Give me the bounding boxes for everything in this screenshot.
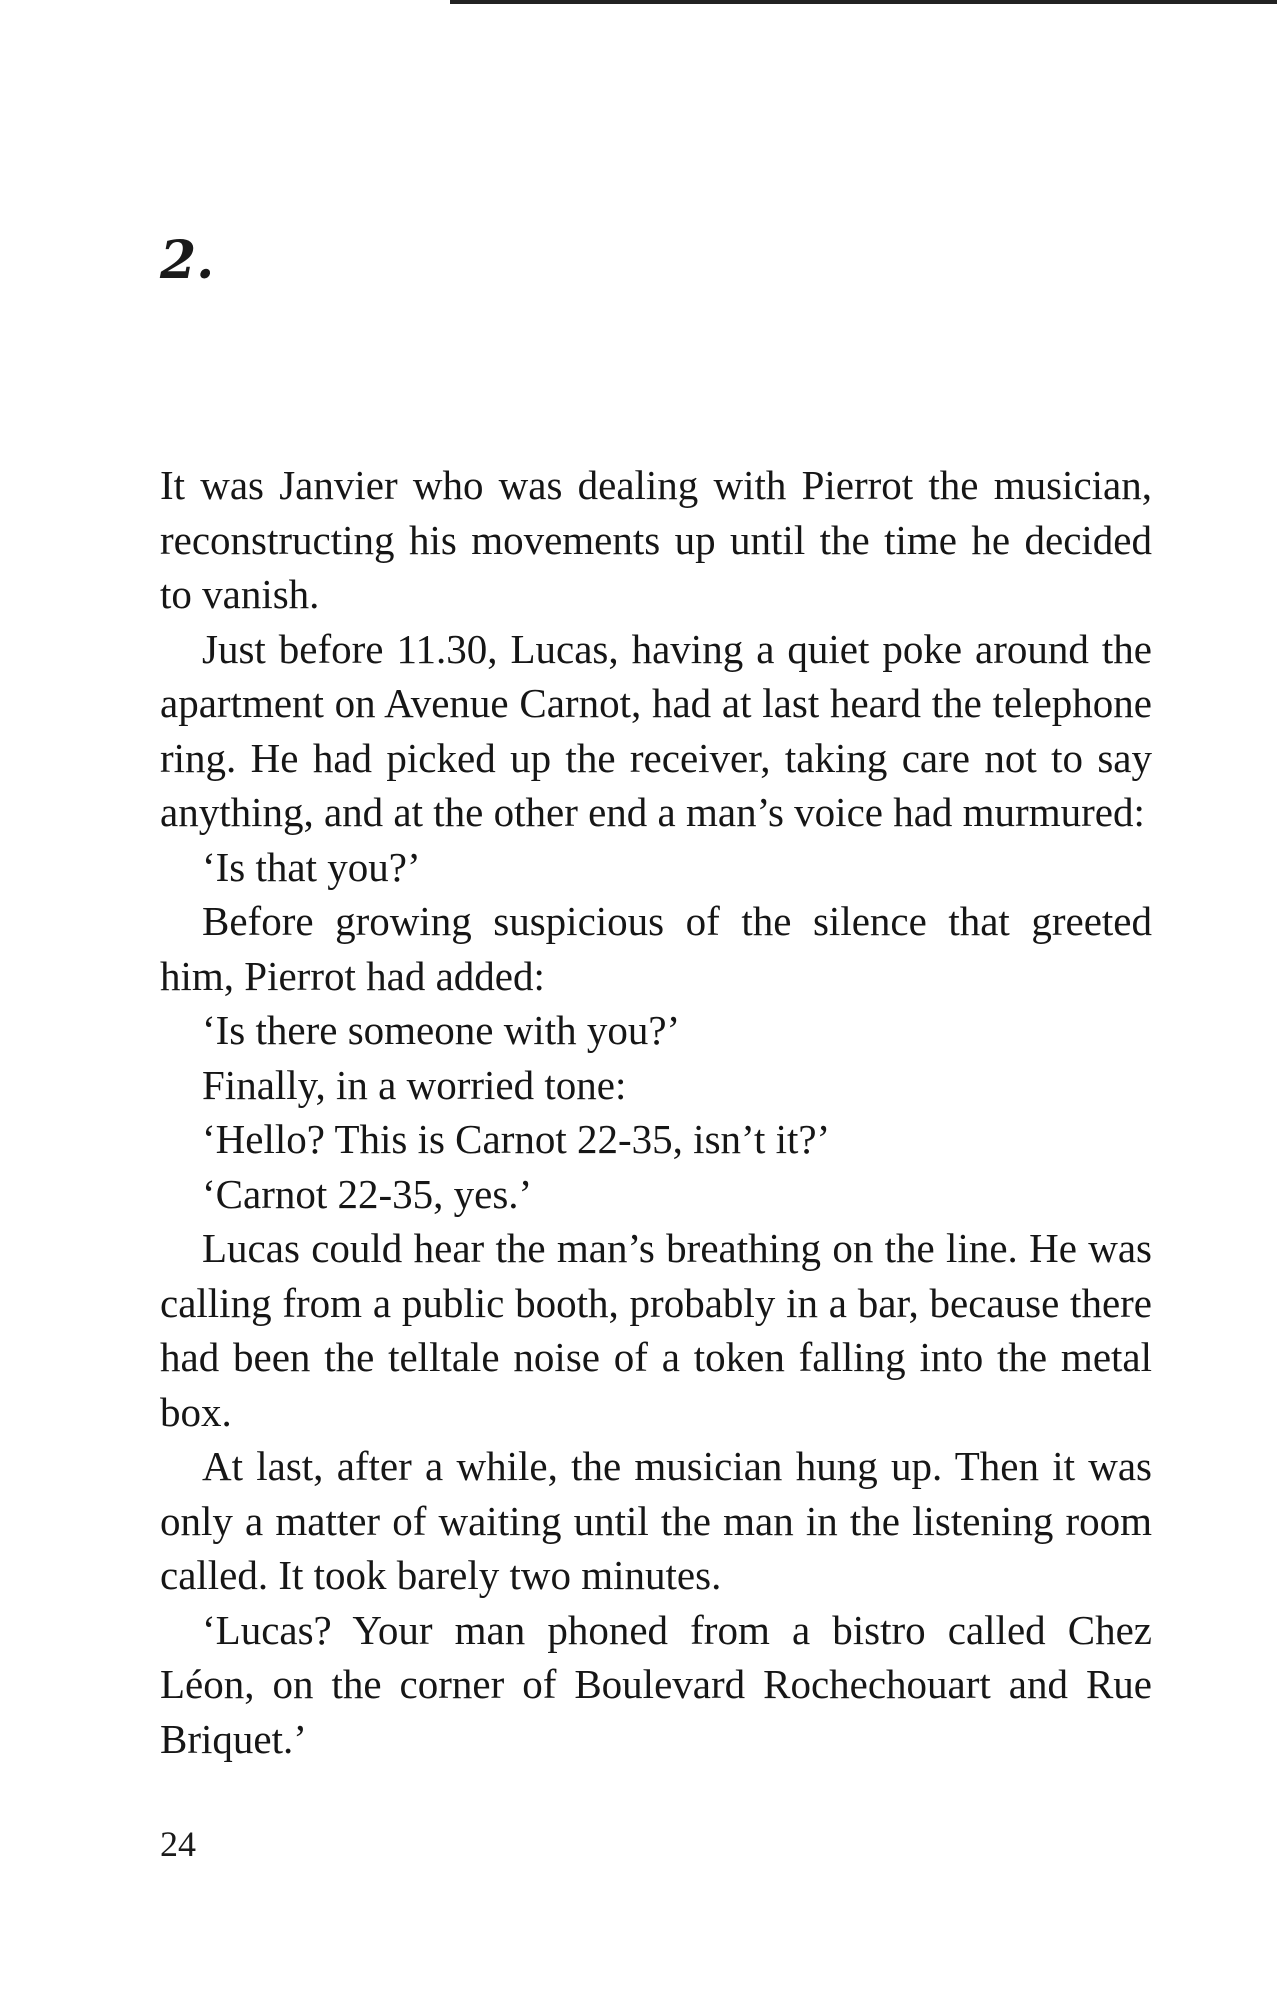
paragraph: At last, after a while, the musician hung up. Then it was only a matter of waiting until the man in the listening room called. It took barely two minutes. [160, 1443, 1152, 1598]
paragraph: ‘Hello? This is Carnot 22-35, isn’t it?’ [202, 1116, 831, 1162]
paragraph: ‘Lucas? Your man phoned from a bistro called Chez Léon, on the corner of Boulevard Rochechouart and Rue Briquet.’ [160, 1606, 1152, 1762]
top-edge-rule [450, 0, 1277, 4]
paragraph: ‘Carnot 22-35, yes.’ [202, 1170, 533, 1217]
paragraph: Before growing suspicious of the silence that greeted him, Pierrot had added: [160, 898, 1152, 999]
paragraph: Lucas could hear the man’s breathing on the line. He was calling from a public booth, probably in a bar, because there had been the telltale noise of a token falling into the metal box. [160, 1225, 1152, 1435]
page-number: 24 [160, 1824, 196, 1864]
paragraph: ‘Is that you?’ [202, 843, 421, 890]
paragraph: Finally, in a worried tone: [202, 1061, 627, 1108]
paragraph: ‘Is there someone with you?’ [202, 1007, 681, 1053]
chapter-body [160, 458, 1152, 1766]
paragraph: Just before 11.30, Lucas, having a quiet poke around the apartment on Avenue Carnot, had at last heard the telephone ring. He had picked up the receiver, taking care not to say anything, and at the other end a man’s voice had murmured: [160, 625, 1152, 835]
chapter-number: 2. [160, 230, 215, 291]
paragraph: It was Janvier who was dealing with Pierrot the musician, reconstructing his movements up until the time he decided to vanish. [160, 462, 1152, 617]
